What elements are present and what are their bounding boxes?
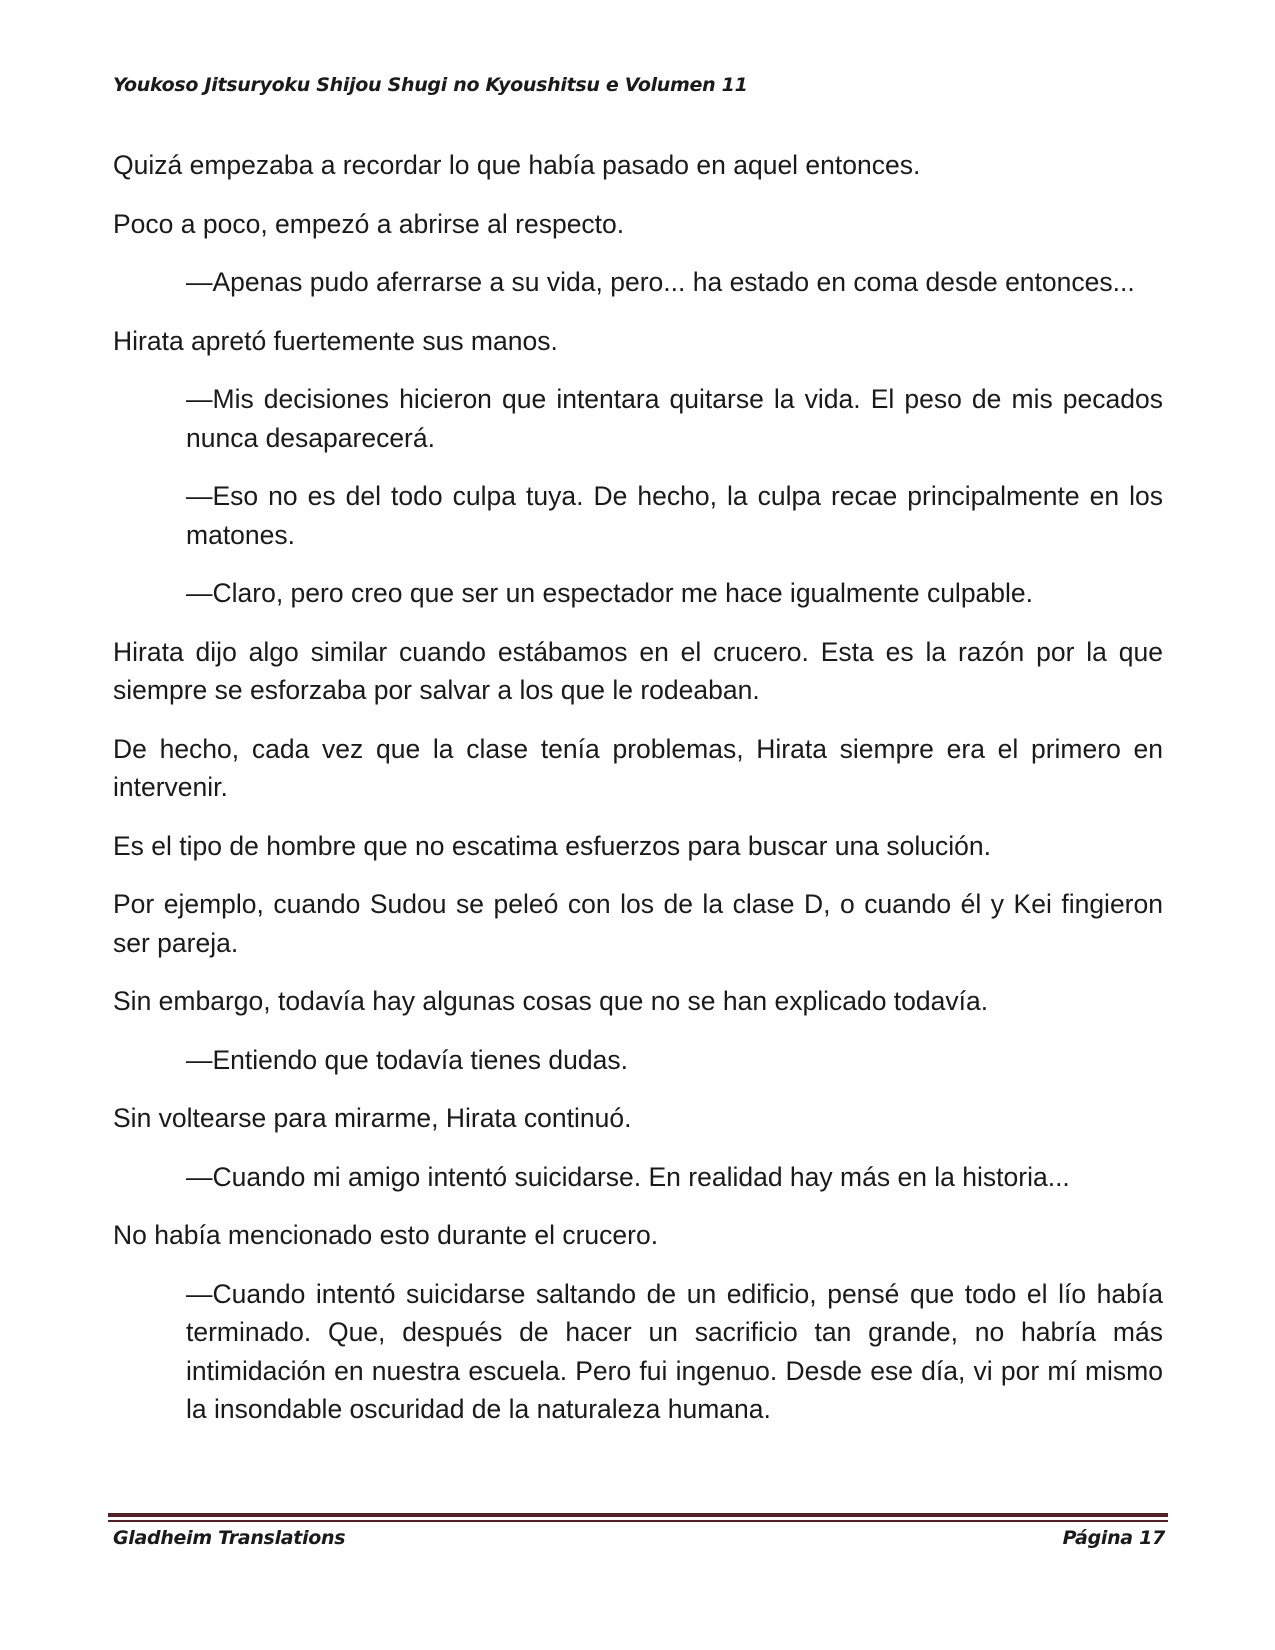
paragraph: Por ejemplo, cuando Sudou se peleó con los de la clase D, o cuando él y Kei fingieron ser pareja. bbox=[113, 889, 1163, 958]
paragraph: Poco a poco, empezó a abrirse al respecto. bbox=[113, 208, 625, 239]
footer-page-number: Página 17 bbox=[1062, 1527, 1165, 1549]
paragraph: Sin voltearse para mirarme, Hirata continuó. bbox=[113, 1103, 632, 1133]
footer-rule-thick bbox=[108, 1513, 1168, 1517]
paragraph: Es el tipo de hombre que no escatima esfuerzos para buscar una solución. bbox=[113, 830, 991, 861]
paragraph: Quizá empezaba a recordar lo que había pasado en aquel entonces. bbox=[113, 150, 921, 180]
header-title: Youkoso Jitsuryoku Shijou Shugi no Kyoushitsu e Volumen 11 bbox=[113, 74, 748, 96]
paragraph: No había mencionado esto durante el crucero. bbox=[113, 1220, 659, 1250]
paragraph: Sin embargo, todavía hay algunas cosas que no se han explicado todavía. bbox=[113, 986, 989, 1016]
dialogue-paragraph: —Mis decisiones hicieron que intentara quitarse la vida. El peso de mis pecados nunca desaparecerá. bbox=[186, 384, 1163, 453]
footer-translator: Gladheim Translations bbox=[113, 1527, 346, 1549]
dialogue-paragraph: —Entiendo que todavía tienes dudas. bbox=[186, 1044, 628, 1075]
dialogue-paragraph: —Eso no es del todo culpa tuya. De hecho, la culpa recae principalmente en los matones. bbox=[186, 481, 1163, 550]
paragraph: De hecho, cada vez que la clase tenía problemas, Hirata siempre era el primero en intervenir. bbox=[113, 733, 1163, 802]
dialogue-paragraph: —Cuando intentó suicidarse saltando de un edificio, pensé que todo el lío había terminado. Que, después de hacer un sacrificio tan grande, no habría más intimidación en nuestra escuela. Pero fui ingenuo. Desde ese día, vi por mí mismo la insondable oscuridad de la naturaleza humana. bbox=[186, 1278, 1163, 1424]
dialogue-paragraph: —Cuando mi amigo intentó suicidarse. En realidad hay más en la historia... bbox=[186, 1161, 1070, 1192]
dialogue-paragraph: —Claro, pero creo que ser un espectador me hace igualmente culpable. bbox=[186, 578, 1034, 608]
body-text bbox=[113, 146, 1163, 1449]
paragraph: Hirata apretó fuertemente sus manos. bbox=[113, 325, 558, 356]
paragraph: Hirata dijo algo similar cuando estábamos en el crucero. Esta es la razón por la que siempre se esforzaba por salvar a los que le rodeaban. bbox=[113, 636, 1163, 705]
footer-rule-thin bbox=[108, 1520, 1168, 1522]
dialogue-paragraph: —Apenas pudo aferrarse a su vida, pero... ha estado en coma desde entonces... bbox=[186, 267, 1135, 297]
